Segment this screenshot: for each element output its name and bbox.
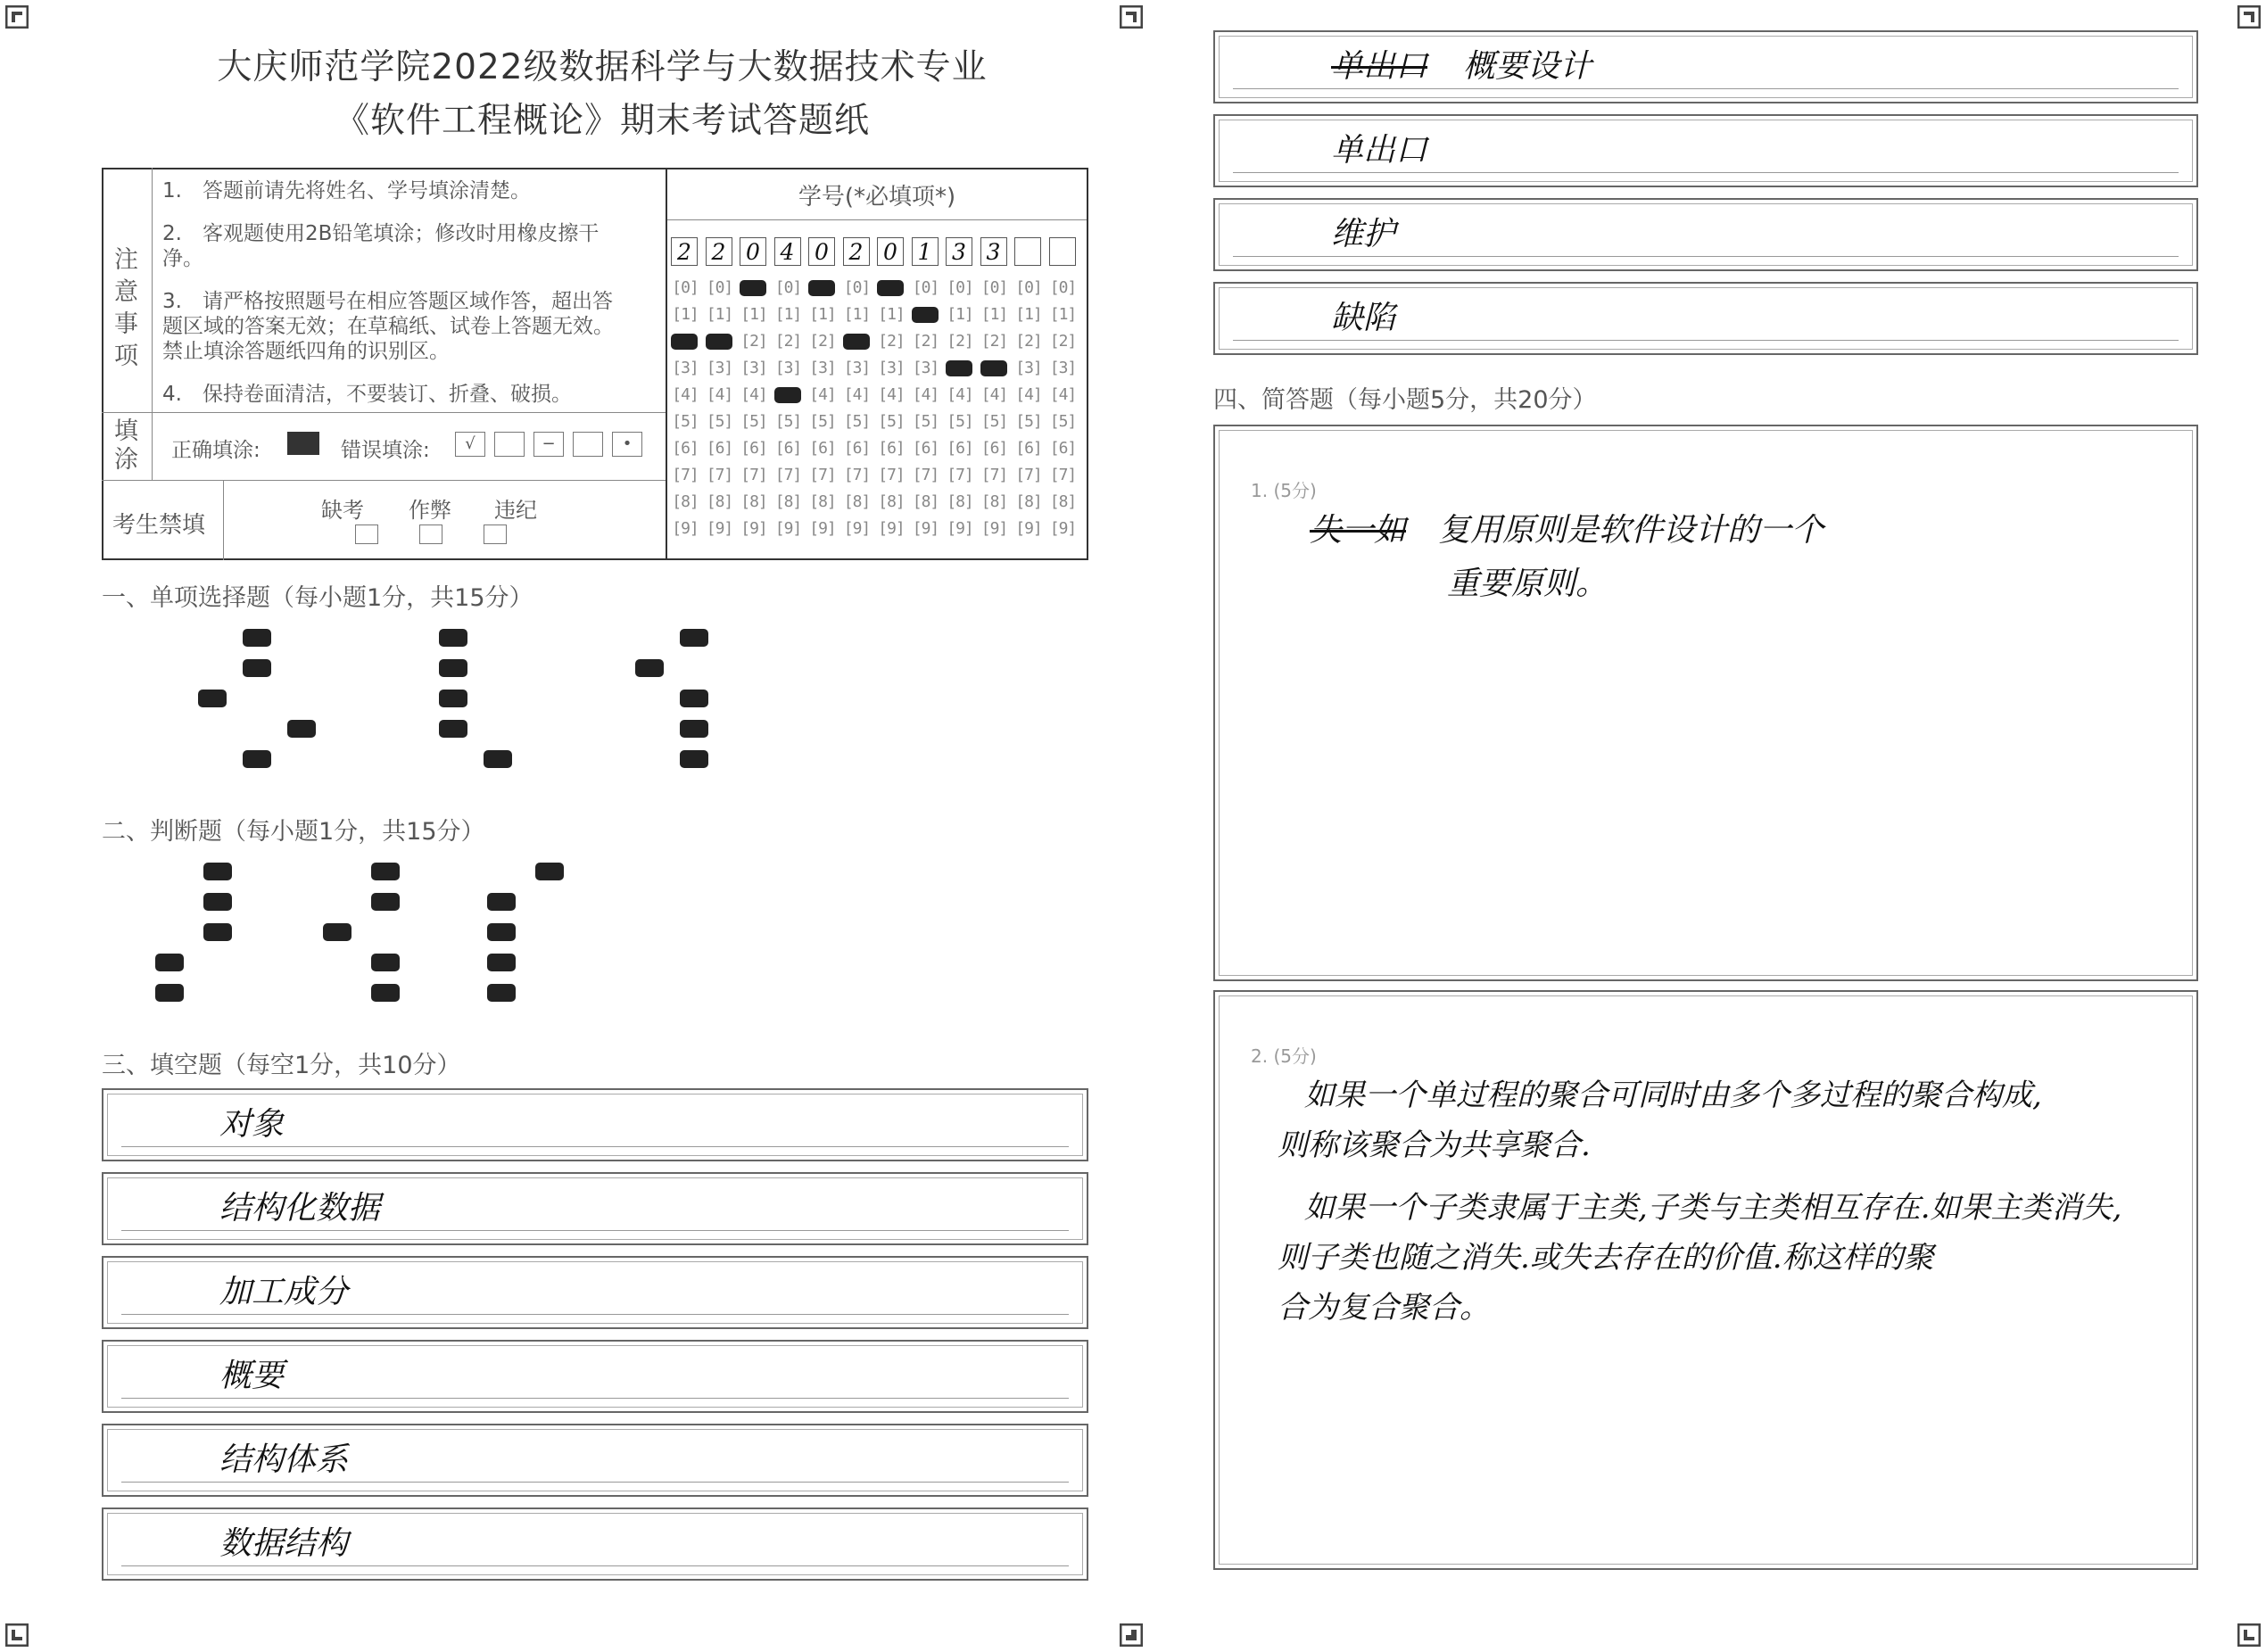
- forbid-absent-checkbox[interactable]: [355, 525, 378, 544]
- answer-bubble-filled[interactable]: [371, 954, 400, 971]
- answer-bubble-filled[interactable]: [198, 690, 227, 707]
- student-id-bubble[interactable]: [4]: [1049, 385, 1077, 404]
- answer-bubble-filled[interactable]: [487, 954, 516, 971]
- student-id-bubble[interactable]: [3]: [706, 359, 733, 377]
- fill-blank-answer: [219, 1183, 380, 1228]
- student-id-bubble[interactable]: [8]: [774, 492, 802, 511]
- section-fill-blank-title: 三、填空题（每空1分，共10分）: [102, 1052, 461, 1079]
- forbid-label: 考生禁填: [112, 512, 206, 539]
- student-id-bubble[interactable]: [3]: [1049, 359, 1077, 377]
- answer-text: 数据结构: [219, 1525, 349, 1562]
- answer-line: 则子类也随之消失.或失去存在的价值.称这样的聚: [1278, 1240, 1934, 1276]
- student-id-bubble-filled[interactable]: [808, 280, 835, 296]
- fill-blank-answer: [1331, 41, 1592, 87]
- answer-bubble-filled[interactable]: [635, 659, 664, 677]
- notice-label: 注意事项: [114, 246, 138, 370]
- student-id-bubble[interactable]: [2]: [774, 332, 802, 351]
- answer-bubble-filled[interactable]: [323, 923, 351, 941]
- notice-item: 1. 答题前请先将姓名、学号填涂清楚。: [162, 179, 531, 202]
- corner-marker-icon: [2237, 1623, 2261, 1647]
- answer-bubble-filled[interactable]: [439, 629, 467, 647]
- wrong-fill-sample: [573, 432, 603, 457]
- student-id-bubble[interactable]: [7]: [1049, 466, 1077, 484]
- student-id-bubble-filled[interactable]: [946, 360, 972, 376]
- answer-bubble-filled[interactable]: [439, 690, 467, 707]
- fill-blank-answer: [1331, 125, 1427, 170]
- fill-blank-box[interactable]: [102, 1256, 1088, 1329]
- student-id-bubble[interactable]: [0]: [672, 278, 699, 297]
- student-id-digit[interactable]: [1049, 237, 1076, 266]
- answer-bubble-filled[interactable]: [203, 923, 232, 941]
- answer-bubble-filled[interactable]: [155, 984, 184, 1002]
- student-id-bubble[interactable]: [6]: [809, 439, 836, 458]
- student-id-bubble[interactable]: [7]: [740, 466, 767, 484]
- answer-text: 结构化数据: [219, 1190, 381, 1227]
- student-id-bubble[interactable]: [9]: [706, 519, 733, 538]
- student-id-digit[interactable]: 4: [774, 237, 801, 266]
- student-id-bubble[interactable]: [7]: [843, 466, 871, 484]
- fill-blank-box[interactable]: [102, 1424, 1088, 1497]
- forbid-violation-label: 违纪: [494, 498, 537, 523]
- student-id-bubble[interactable]: [7]: [878, 466, 905, 484]
- short-answer-label: 1. (5分): [1251, 480, 1317, 501]
- student-id-bubble[interactable]: [5]: [843, 412, 871, 431]
- answer-text: 维护: [1331, 216, 1396, 252]
- answer-bubble-filled[interactable]: [243, 629, 271, 647]
- student-id-bubble[interactable]: [7]: [980, 466, 1008, 484]
- answer-line: 复用原则是软件设计的一个: [1438, 512, 1824, 549]
- student-id-bubble[interactable]: [2]: [1015, 332, 1042, 351]
- section-short-answer-title: 四、简答题（每小题5分，共20分）: [1213, 386, 1597, 414]
- fill-label: 填涂: [114, 417, 138, 474]
- student-id-bubble[interactable]: [5]: [912, 412, 939, 431]
- student-id-bubble-filled[interactable]: [774, 387, 801, 403]
- fill-blank-answer: [219, 1099, 284, 1144]
- student-id-bubble[interactable]: [8]: [912, 492, 939, 511]
- student-id-bubble[interactable]: [6]: [947, 439, 973, 458]
- student-id-bubble[interactable]: [5]: [809, 412, 836, 431]
- corner-marker-icon: [2237, 5, 2261, 29]
- answer-text: 单出口: [1331, 132, 1428, 169]
- student-id-bubble-filled[interactable]: [740, 280, 766, 296]
- student-id-bubble[interactable]: [8]: [706, 492, 733, 511]
- student-id-bubble[interactable]: [0]: [980, 278, 1008, 297]
- student-id-bubble[interactable]: [1]: [1015, 305, 1042, 324]
- student-id-bubble[interactable]: [8]: [1049, 492, 1077, 511]
- student-id-bubble[interactable]: [1]: [809, 305, 836, 324]
- student-id-bubble[interactable]: [2]: [1049, 332, 1077, 351]
- student-id-digit[interactable]: 2: [843, 237, 870, 266]
- student-id-bubble[interactable]: [4]: [947, 385, 973, 404]
- student-id-bubble[interactable]: [1]: [980, 305, 1008, 324]
- student-id-bubble[interactable]: [1]: [706, 305, 733, 324]
- student-id-bubble[interactable]: [0]: [706, 278, 733, 297]
- student-id-bubble[interactable]: [6]: [706, 439, 733, 458]
- correct-fill-label: 正确填涂:: [171, 439, 261, 462]
- wrong-fill-sample: [494, 432, 525, 457]
- student-id-bubble[interactable]: [3]: [672, 359, 699, 377]
- answer-line: 如果一个子类隶属于主类,子类与主类相互存在.如果主类消失,: [1304, 1190, 2122, 1226]
- answer-bubble-filled[interactable]: [371, 863, 400, 880]
- student-id-bubble[interactable]: [1]: [947, 305, 973, 324]
- student-id-bubble[interactable]: [9]: [947, 519, 973, 538]
- page-title: 大庆师范学院2022级数据科学与大数据技术专业: [217, 47, 988, 87]
- fill-blank-answer: [219, 1518, 348, 1564]
- answer-bubble-filled[interactable]: [487, 923, 516, 941]
- student-id-bubble[interactable]: [7]: [912, 466, 939, 484]
- student-id-bubble[interactable]: [8]: [1015, 492, 1042, 511]
- student-id-bubble[interactable]: [7]: [1015, 466, 1042, 484]
- student-id-bubble[interactable]: [9]: [980, 519, 1008, 538]
- short-answer-label: 2. (5分): [1251, 1045, 1317, 1067]
- answer-text: 结构体系: [219, 1441, 349, 1478]
- student-id-bubble[interactable]: [2]: [947, 332, 973, 351]
- answer-line: 如果一个单过程的聚合可同时由多个多过程的聚合构成,: [1304, 1078, 2042, 1113]
- wrong-fill-sample: •: [612, 432, 642, 457]
- student-id-digit[interactable]: 2: [671, 237, 698, 266]
- fill-blank-answer: [1331, 209, 1395, 254]
- student-id-digit[interactable]: 3: [946, 237, 972, 266]
- student-id-bubble[interactable]: [6]: [912, 439, 939, 458]
- answer-bubble-filled[interactable]: [680, 690, 708, 707]
- student-id-digit[interactable]: 0: [740, 237, 766, 266]
- student-id-bubble[interactable]: [9]: [774, 519, 802, 538]
- student-id-digit[interactable]: 1: [912, 237, 939, 266]
- student-id-bubble[interactable]: [7]: [706, 466, 733, 484]
- student-id-bubble[interactable]: [3]: [843, 359, 871, 377]
- answer-bubble-filled[interactable]: [487, 893, 516, 911]
- answer-text: 概要: [219, 1358, 285, 1394]
- student-id-bubble[interactable]: [8]: [843, 492, 871, 511]
- student-id-bubble[interactable]: [5]: [1049, 412, 1077, 431]
- notice-item: 3. 请严格按照题号在相应答题区域作答，超出答题区域的答案无效；在草稿纸、试卷上答题无效。禁止填涂答题纸四角的识别区。: [162, 290, 614, 363]
- answer-bubble-filled[interactable]: [371, 984, 400, 1002]
- student-id-bubble[interactable]: [7]: [672, 466, 699, 484]
- answer-text: 缺陷: [1331, 300, 1396, 336]
- student-id-bubble-filled[interactable]: [843, 334, 870, 350]
- student-id-bubble[interactable]: [1]: [672, 305, 699, 324]
- student-id-bubble[interactable]: [9]: [843, 519, 871, 538]
- student-id-bubble[interactable]: [1]: [1049, 305, 1077, 324]
- student-id-bubble-filled[interactable]: [877, 280, 904, 296]
- student-id-bubble[interactable]: [6]: [740, 439, 767, 458]
- fill-blank-box[interactable]: [1213, 198, 2198, 271]
- student-id-bubble[interactable]: [4]: [740, 385, 767, 404]
- answer-text: 概要设计: [1463, 48, 1592, 85]
- student-id-bubble[interactable]: [8]: [878, 492, 905, 511]
- student-id-bubble[interactable]: [2]: [980, 332, 1008, 351]
- student-id-bubble[interactable]: [4]: [878, 385, 905, 404]
- student-id-bubble[interactable]: [9]: [809, 519, 836, 538]
- student-id-bubble-filled[interactable]: [912, 307, 939, 323]
- wrong-fill-label: 错误填涂:: [341, 439, 430, 462]
- student-id-bubble[interactable]: [5]: [980, 412, 1008, 431]
- student-id-bubble[interactable]: [0]: [1015, 278, 1042, 297]
- student-id-bubble[interactable]: [8]: [672, 492, 699, 511]
- student-id-bubble[interactable]: [6]: [672, 439, 699, 458]
- student-id-bubble[interactable]: [2]: [740, 332, 767, 351]
- student-id-bubble[interactable]: [4]: [912, 385, 939, 404]
- student-id-digit[interactable]: 3: [980, 237, 1007, 266]
- student-id-bubble[interactable]: [5]: [878, 412, 905, 431]
- student-id-bubble[interactable]: [7]: [774, 466, 802, 484]
- student-id-bubble[interactable]: [8]: [947, 492, 973, 511]
- student-id-bubble[interactable]: [2]: [878, 332, 905, 351]
- student-id-bubble[interactable]: [2]: [809, 332, 836, 351]
- answer-text: 加工成分: [219, 1274, 349, 1310]
- student-id-label: 学号(*必填项*): [798, 184, 956, 211]
- student-id-bubble[interactable]: [9]: [878, 519, 905, 538]
- fill-blank-box[interactable]: [1213, 114, 2198, 187]
- short-answer-box-2[interactable]: [1213, 990, 2198, 1570]
- forbid-cheat-label: 作弊: [409, 498, 451, 523]
- student-id-bubble[interactable]: [5]: [774, 412, 802, 431]
- notice-item: 2. 客观题使用2B铅笔填涂；修改时用橡皮擦干净。: [162, 222, 600, 270]
- answer-bubble-filled[interactable]: [243, 659, 271, 677]
- student-id-bubble[interactable]: [4]: [843, 385, 871, 404]
- fill-blank-box[interactable]: [102, 1172, 1088, 1245]
- corner-marker-icon: [1120, 5, 1143, 29]
- student-id-bubble-filled[interactable]: [671, 334, 698, 350]
- student-id-bubble[interactable]: [9]: [912, 519, 939, 538]
- fill-blank-answer: [219, 1267, 348, 1312]
- fill-blank-box[interactable]: [102, 1507, 1088, 1581]
- answer-bubble-filled[interactable]: [371, 893, 400, 911]
- student-id-bubble[interactable]: [4]: [672, 385, 699, 404]
- answer-line: 合为复合聚合。: [1278, 1290, 1490, 1326]
- corner-marker-icon: [5, 5, 29, 29]
- notice-item: 4. 保持卷面清洁，不要装订、折叠、破损。: [162, 383, 572, 406]
- student-id-bubble[interactable]: [3]: [809, 359, 836, 377]
- student-id-digit[interactable]: [1014, 237, 1041, 266]
- student-id-bubble[interactable]: [5]: [947, 412, 973, 431]
- answer-bubble-filled[interactable]: [243, 750, 271, 768]
- correct-fill-sample: [287, 432, 319, 455]
- student-id-bubble[interactable]: [0]: [774, 278, 802, 297]
- answer-text: 对象: [219, 1106, 285, 1143]
- forbid-absent-label: 缺考: [321, 498, 364, 523]
- student-id-bubble[interactable]: [4]: [1015, 385, 1042, 404]
- student-id-bubble[interactable]: [6]: [878, 439, 905, 458]
- fill-blank-box[interactable]: [1213, 282, 2198, 355]
- student-id-digit[interactable]: 0: [877, 237, 904, 266]
- student-id-bubble[interactable]: [8]: [980, 492, 1008, 511]
- student-id-bubble[interactable]: [7]: [809, 466, 836, 484]
- answer-bubble-filled[interactable]: [203, 863, 232, 880]
- student-id-bubble[interactable]: [9]: [672, 519, 699, 538]
- answer-line: 重要原则。: [1447, 566, 1609, 602]
- student-id-bubble[interactable]: [3]: [878, 359, 905, 377]
- student-id-bubble[interactable]: [1]: [878, 305, 905, 324]
- answer-line: 则称该聚合为共享聚合.: [1278, 1127, 1591, 1163]
- student-id-bubble[interactable]: [1]: [774, 305, 802, 324]
- wrong-fill-sample: √: [455, 432, 485, 457]
- page-subtitle: 《软件工程概论》期末考试答题纸: [334, 101, 870, 141]
- answer-bubble-filled[interactable]: [487, 984, 516, 1002]
- student-id-bubble[interactable]: [3]: [774, 359, 802, 377]
- student-id-bubble[interactable]: [5]: [1015, 412, 1042, 431]
- answer-bubble-filled[interactable]: [484, 750, 512, 768]
- answer-bubble-filled[interactable]: [203, 893, 232, 911]
- answer-bubble-filled[interactable]: [680, 629, 708, 647]
- student-id-bubble[interactable]: [4]: [706, 385, 733, 404]
- student-id-bubble[interactable]: [1]: [843, 305, 871, 324]
- section-true-false-title: 二、判断题（每小题1分，共15分）: [102, 818, 485, 846]
- student-id-bubble[interactable]: [4]: [809, 385, 836, 404]
- answer-bubble-filled[interactable]: [287, 720, 316, 738]
- forbid-violation-checkbox[interactable]: [484, 525, 507, 544]
- student-id-bubble[interactable]: [6]: [1049, 439, 1077, 458]
- corner-marker-icon: [5, 1623, 29, 1647]
- student-id-bubble[interactable]: [8]: [809, 492, 836, 511]
- student-id-bubble[interactable]: [2]: [912, 332, 939, 351]
- corner-marker-icon: [1120, 1623, 1143, 1647]
- fill-blank-answer: [1331, 293, 1395, 338]
- short-answer-box-1[interactable]: [1213, 425, 2198, 981]
- answer-bubble-filled[interactable]: [439, 720, 467, 738]
- student-id-bubble[interactable]: [0]: [947, 278, 973, 297]
- student-id-bubble[interactable]: [5]: [672, 412, 699, 431]
- fill-blank-box[interactable]: [102, 1088, 1088, 1161]
- student-id-bubble[interactable]: [7]: [947, 466, 973, 484]
- student-id-bubble[interactable]: [6]: [843, 439, 871, 458]
- student-id-bubble[interactable]: [0]: [843, 278, 871, 297]
- student-id-bubble[interactable]: [3]: [1015, 359, 1042, 377]
- student-id-bubble[interactable]: [4]: [980, 385, 1008, 404]
- answer-bubble-filled[interactable]: [680, 720, 708, 738]
- student-id-bubble[interactable]: [5]: [706, 412, 733, 431]
- struck-text: 单出口: [1331, 48, 1428, 85]
- answer-bubble-filled[interactable]: [439, 659, 467, 677]
- student-id-digit[interactable]: 0: [808, 237, 835, 266]
- student-id-bubble[interactable]: [3]: [912, 359, 939, 377]
- student-id-bubble-filled[interactable]: [980, 360, 1007, 376]
- student-id-bubble[interactable]: [6]: [1015, 439, 1042, 458]
- student-id-bubble[interactable]: [3]: [740, 359, 767, 377]
- student-id-bubble[interactable]: [1]: [740, 305, 767, 324]
- student-id-bubble[interactable]: [8]: [740, 492, 767, 511]
- student-id-bubble[interactable]: [6]: [774, 439, 802, 458]
- student-id-bubble-filled[interactable]: [706, 334, 732, 350]
- fill-blank-box[interactable]: [1213, 30, 2198, 103]
- student-id-digit[interactable]: 2: [706, 237, 732, 266]
- answer-bubble-filled[interactable]: [680, 750, 708, 768]
- student-id-bubble[interactable]: [9]: [740, 519, 767, 538]
- struck-text: 失一如: [1310, 512, 1407, 549]
- fill-blank-answer: [219, 1434, 348, 1480]
- student-id-bubble[interactable]: [0]: [912, 278, 939, 297]
- answer-bubble-filled[interactable]: [535, 863, 564, 880]
- student-id-bubble[interactable]: [9]: [1015, 519, 1042, 538]
- fill-blank-box[interactable]: [102, 1340, 1088, 1413]
- student-id-bubble[interactable]: [0]: [1049, 278, 1077, 297]
- wrong-fill-sample: −: [533, 432, 564, 457]
- student-id-bubble[interactable]: [6]: [980, 439, 1008, 458]
- student-id-bubble[interactable]: [9]: [1049, 519, 1077, 538]
- answer-bubble-filled[interactable]: [155, 954, 184, 971]
- student-id-bubble[interactable]: [5]: [740, 412, 767, 431]
- fill-blank-answer: [219, 1351, 284, 1396]
- section-single-choice-title: 一、单项选择题（每小题1分，共15分）: [102, 584, 533, 612]
- forbid-cheat-checkbox[interactable]: [419, 525, 442, 544]
